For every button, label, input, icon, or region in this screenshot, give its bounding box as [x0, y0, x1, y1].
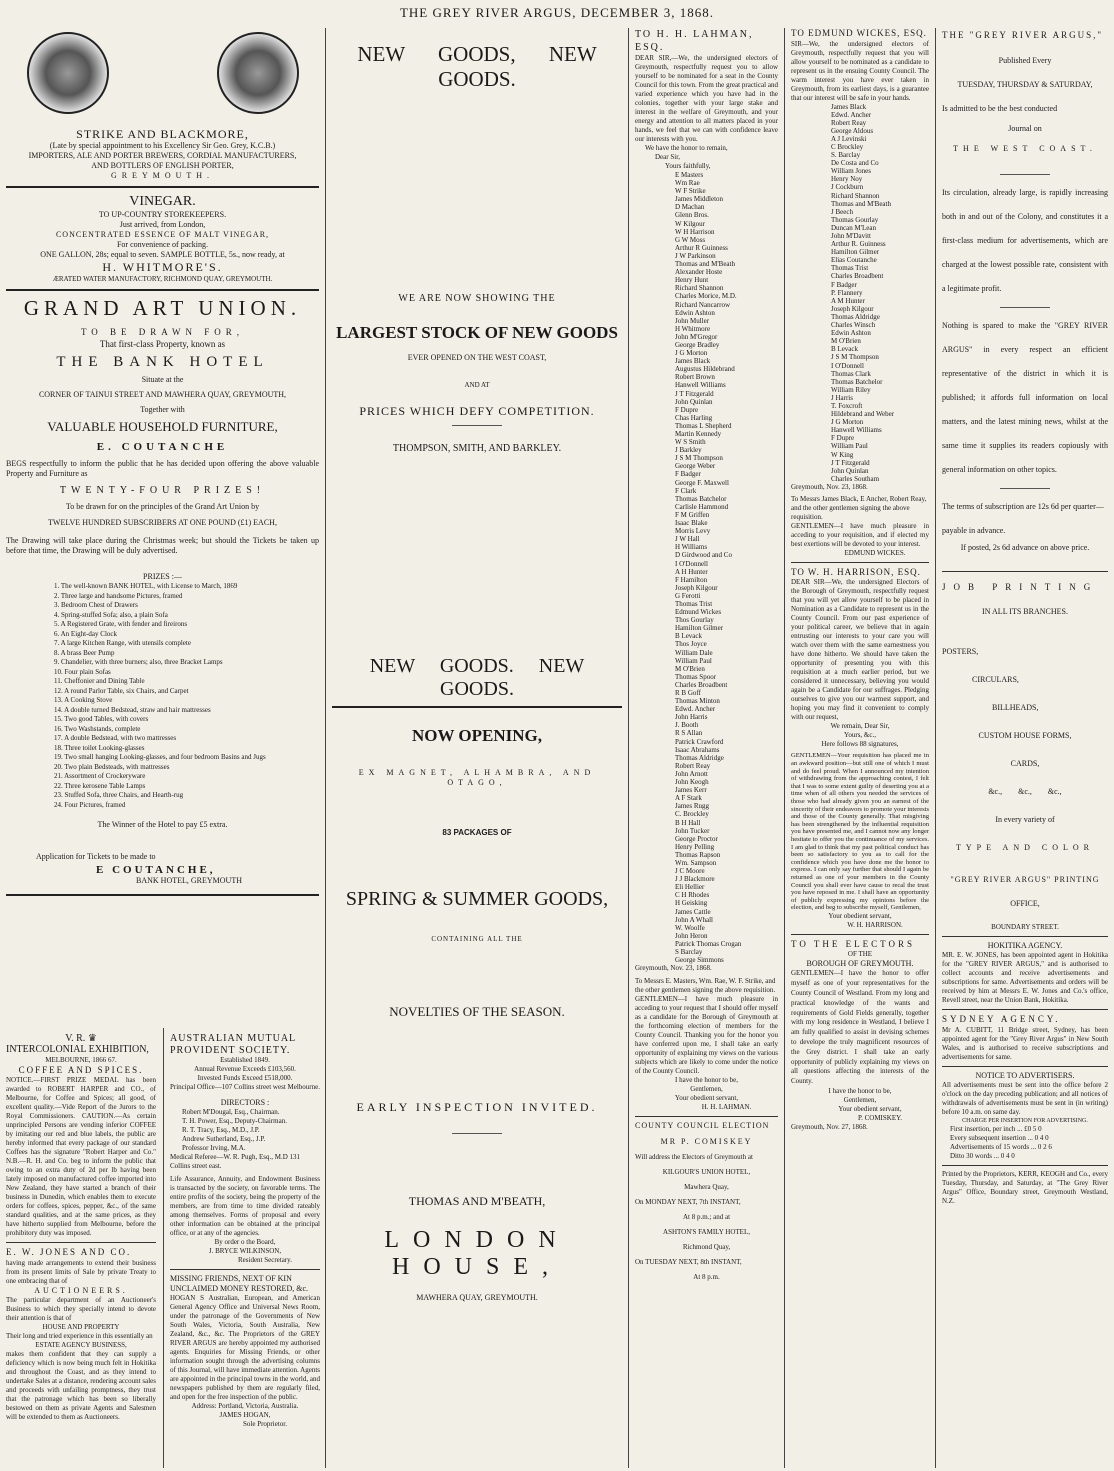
list-item: 8. A brass Beer Pump — [54, 648, 115, 657]
signatory-name: H Williams — [675, 543, 708, 552]
machinery-medal-icon — [217, 32, 299, 114]
signatory-name: D Girdwood and Co — [675, 551, 732, 560]
harrison-heading: TO W. H. HARRISON, ESQ. — [791, 566, 921, 577]
signatory-name: J Harris — [831, 393, 853, 402]
signatory-name: James Cattle — [675, 907, 711, 916]
list-item: 9. Chandelier, with three burners; also, three Bracket Lamps — [54, 658, 223, 666]
signatory-name: John A Whall — [675, 915, 713, 924]
signatory-name: P. Flannery — [831, 288, 863, 297]
royal-arms-icon: ♛ — [87, 1033, 97, 1044]
signatory-name: Hanwell Williams — [831, 426, 882, 435]
signatory-name: Thomas Rapson — [675, 850, 721, 859]
signatory-name: T. Foxcroft — [831, 401, 863, 410]
signatory-name: M O'Brien — [675, 664, 705, 673]
list-item: 14. A double turned Bedstead, straw and hair mattresses — [54, 705, 211, 714]
signatory-name: Thomas Gourlay — [831, 215, 879, 224]
signatory-name: Charles Winsch — [831, 321, 876, 330]
list-item: 11. Cheffonier and Dining Table — [54, 677, 145, 685]
electors-heading: TO THE ELECTORS — [791, 938, 916, 949]
signatory-name: W H Harrison — [675, 227, 715, 236]
signatory-name: G Ferotti — [675, 591, 701, 600]
signatory-name: John Tucker — [675, 826, 710, 835]
imprint: Printed by the Proprietors, KERR, KEOGH and Co., every Tuesday, Thursday, and Saturday, at "The Grey River Argus" Office, Boundary street, Greymouth Westland, N.Z. — [942, 1169, 1108, 1205]
signatory-name: I O'Donnell — [831, 361, 864, 370]
signatory-name: Isaac Abrahams — [675, 745, 720, 754]
signatory-name: A J Levinski — [831, 134, 867, 143]
signatory-name: Henry Hunt — [675, 276, 709, 285]
thomas-mbeath: THOMAS AND M'BEATH, — [408, 1194, 546, 1208]
firm-details: (Late by special appointment to his Excellency Sir Geo. Grey, K.C.B.) IMPORTERS, ALE AND PORTER BREWERS, CORDIAL MANUFACTURERS, AND BOTTLERS OF ENGLISH PORTER, GREYMOUTH. — [28, 141, 297, 180]
signatory-name: Thomas L Shepherd — [675, 421, 732, 430]
prize-list — [6, 582, 319, 810]
signatory-name: W Kilgour — [675, 219, 706, 228]
list-item: 12. A round Parlor Table, six Chairs, and Carpet — [54, 686, 189, 695]
list-item: 24. Four Pictures, framed — [54, 800, 126, 809]
vinegar-details: TO UP-COUNTRY STOREKEEPERS. Just arrived, from London, CONCENTRATED ESSENCE OF MALT VINEGAR, For convenience of packing. ONE GALLON, 28s; equal to seven. SAMPLE BOTTLE, 5s., now ready, at — [40, 210, 285, 259]
signatory-name: J T Fitzgerald — [831, 458, 870, 467]
hotel-location: Situate at the CORNER OF TAINUI STREET AND MAWHERA QUAY, GREYMOUTH, Together with — [38, 375, 287, 414]
signatory-name: F Dupre — [831, 434, 855, 443]
list-item: 6. An Eight-day Clock — [54, 629, 117, 638]
signatory-name: R B Goff — [675, 689, 701, 697]
signatory-name: John Keogh — [675, 778, 709, 787]
signatory-name: Richard Nancarrow — [675, 300, 731, 309]
signatory-name: A F Stark — [675, 794, 702, 803]
signatory-name: Charles Broadbent — [831, 272, 884, 281]
signatory-name: J. Booth — [675, 721, 699, 730]
signatory-name: William Dale — [675, 648, 713, 657]
signatory-name: Eli Hellier — [675, 883, 705, 892]
signatory-name: W King — [831, 450, 854, 459]
wickes-heading: TO EDMUND WICKES, ESQ. — [791, 28, 927, 38]
signatory-name: Thomas and M'Beath — [675, 260, 735, 269]
tsb-firm: THOMPSON, SMITH, AND BARKLEY. — [392, 443, 562, 454]
signatory-name: H Geisking — [675, 899, 708, 908]
vinegar-title: VINEGAR. — [129, 194, 196, 209]
column-3-lahman: TO H. H. LAHMAN, ESQ. DEAR SIR,—We, the undersigned electors of Greymouth, respectfully request you to allow yourself to be nominated for a seat in the County Council for this town. From the great practical and varied experience which you have had in the colonies, together with your large stake and interest in the welfare of Greymouth, and your energy and attention to all matters placed in your hands, we feel that we can with confidence leave our interests with you. We have the honor to remain, Dear Sir, Yours faithfully, E Masters Wm Rae W F Strike James Middleton D Machan Glenn Bros. W Kilgour W H Harrison G W Moss Arthur R Guinness J W Parkinson Thomas and M'Beath Alexander Hoste Henry Hunt Richard Shannon Charles Morice, M.D. Richard Nancarrow Edwin Ashton John Muller H Whitmore John M'Gregor George Bradley J G Morton James Black Augustus Hildebrand Robert Brown Hanwell Williams J T Fitzgerald John Quinlan F Dupre Chas Harling Thomas L Shepherd Martin Kennedy W S Smith J Barkley J S M Thompson George Weber F Badger George F. Maxwell F Clark Thomas Batchelor Carlisle Hammond F M Griffen Isaac Blake Morris Levy J W Hall H Williams D Girdwood and Co I O'Donnell A H Hunter F Hamilton Joseph Kilgour G Ferotti Thomas Trist Edmund Wickes Thos Gourlay Hamilton Gilmer B Levack Thos Joyce William Dale William Paul M O'Brien Thomas Spoor Charles Broadbent R B Goff Thomas Minton Edwd. Ancher John Harris J. Booth R S Allan Patrick Crawford Isaac Abrahams Thomas Aldridge Robert Reay John Arnott John Keogh James Kerr A F Stark James Rugg C. Brockley B H Hall John Tucker George Proctor Henry Pelling Thomas Rapson Wm. Sampson J C Moore J J Blackmore Eli Hellier C H Rhodes H Geisking James Cattle John A Whall W. Woolfe John Heron Patrick Thomas Crogan S Barclay George Simmons Greymouth, Nov. 23, 1868. To Messrs E. Masters, Wm. Rae, W. F. Strike, and the other gentlemen signing the above requisition. GENTLEMEN—I have much pleasure in acceding to your request that I should offer myself as a candidate for the Borough of Greymouth at the forthcoming election of members for the County Council. Thanking you for the honor you have conferred upon me, I shall take an early opportunity of explaining my views on the various subjects which are likely to come under the notice of the County Council. I have the honor to be, Gentlemen, Your obedient servant, H. H. LAHMAN. COUNTY COUNCIL ELECTION MR P. COMISKEY Will address the Electors of Greymouth at KILGOUR'S UNION HOTEL, Mawhera Quay, On MONDAY NEXT, 7th INSTANT, At 8 p.m.; and at ASHTON'S FAMILY HOTEL, Richmond Quay, On TUESDAY NEXT, 8th INSTANT, At 8 p.m. — [635, 29, 778, 1282]
signatory-name: J G Morton — [831, 418, 864, 427]
signatory-name: J T Fitzgerald — [675, 389, 714, 398]
signatory-name: W. Woolfe — [675, 923, 705, 932]
signatory-name: Patrick Thomas Crogan — [675, 939, 742, 948]
signatory-name: J S M Thompson — [831, 353, 879, 362]
signatory-name: Henry Pelling — [675, 842, 715, 851]
signatory-name: C Brockley — [831, 142, 864, 151]
column-5-argus: THE "GREY RIVER ARGUS," Published Every TUESDAY, THURSDAY & SATURDAY, Is admitted to be the best conducted Journal on THE WEST COAST. Its circulation, already large, is rapidly increasing both in and out of the Colony, and constitutes it a first-class medium for advertisements, which are charged at the lowest possible rate, consistent with a legitimate profit. Nothing is spared to make the "GREY RIVER ARGUS" in every respect an efficient representative of the district in which it is published; it affords full information on local matters, and the latest mining news, whilst at the same time it supplies its readers copiously with general information on other topics. The terms of subscription are 12s 6d per quarter—payable in advance. If posted, 2s 6d advance on above price. JOB PRINTING IN ALL ITS BRANCHES. POSTERS, CIRCULARS, BILLHEADS, CUSTOM HOUSE FORMS, CARDS, &c., &c., &c., In every variety of TYPE AND COLOR "GREY RIVER ARGUS" PRINTING OFFICE, BOUNDARY STREET. HOKITIKA AGENCY. MR. E. W. JONES, has been appointed agent in Hokitika for the "GREY RIVER ARGUS," and is authorised to collect accounts and receive advertisements and subscriptions for same. Advertisements and orders will be received by him at Messrs E. W. Jones and Co.'s office, Revell street, near the Union Bank, Hokitika. SYDNEY AGENCY. Mr A. CUBITT, 11 Bridge street, Sydney, has been appointed agent for the "Grey River Argus" in New South Wales, and is authorised to receive subscriptions and advertisements for same. NOTICE TO ADVERTISERS. All advertisements must be sent into the office before 2 o'clock on the day preceding publication; and all notices of withdrawals of advertisements must be sent in (in writing) before 10 a.m. on same day. CHARGE PER INSERTION FOR ADVERTISING. First insertion, per inch ... £0 5 0 Every subsequent insertion ... 0 4 0 Advertisements of 15 words ... 0 2 6 Ditto 30 words ... 0 4 0 Printed by the Proprietors, KERR, KEOGH and Co., every Tuesday, Thursday, and Saturday, at "The Grey River Argus" Office, Boundary street, Greymouth Westland, N.Z. — [942, 30, 1108, 1205]
signatory-name: George F. Maxwell — [675, 478, 729, 487]
signatory-name: A M Hunter — [831, 296, 865, 305]
apply-text: Application for Tickets to be made to — [36, 852, 156, 861]
signatory-name: James Black — [831, 102, 867, 111]
signatory-name: John Quinlan — [831, 466, 869, 475]
signatory-name: Thos Joyce — [675, 640, 707, 649]
drawn-text: To be drawn for on the principles of the Grand Art Union by — [65, 502, 260, 511]
subscribers-text: TWELVE HUNDRED SUBSCRIBERS AT ONE POUND (£1) EACH, — [48, 518, 277, 527]
column-2-drapery: NEW GOODS, NEW GOODS. WE ARE NOW SHOWING THE LARGEST STOCK OF NEW GOODS EVER OPENED ON THE WEST COAST, AND AT PRICES WHICH DEFY COMPETITION. THOMPSON, SMITH, AND BARKLEY. NEW GOODS. NEW GOODS. NOW OPENING, EX MAGNET, ALHAMBRA, AND OTAGO, 83 PACKAGES OF SPRING & SUMMER GOODS, CONTAINING ALL THE NOVELTIES OF THE SEASON. EARLY INSPECTION INVITED. THOMAS AND M'BEATH, LONDON HOUSE, MAWHERA QUAY, GREYMOUTH. — [326, 28, 628, 1468]
signatory-name: S. Barclay — [831, 151, 861, 160]
signatory-name: William Paul — [831, 442, 868, 451]
signatory-name: Thomas Spoor — [675, 672, 717, 681]
signatory-name: Joseph Kilgour — [831, 304, 874, 313]
signatory-name: Thomas Batchelor — [675, 494, 727, 503]
prizes-heading: PRIZES :— — [143, 572, 182, 581]
argus-heading: THE "GREY RIVER ARGUS," — [942, 30, 1104, 40]
signatory-name: J J Blackmore — [675, 875, 715, 884]
signatory-name: B Levack — [675, 632, 703, 641]
signatory-name: Thomas and M'Beath — [831, 199, 891, 208]
list-item: 17. A double Bedstead, with two mattresses — [54, 734, 177, 742]
signatory-name: George Bradley — [675, 340, 720, 349]
signatory-name: Hamilton Gilmer — [831, 248, 880, 257]
signatory-name: Thomas Batchelor — [831, 377, 883, 386]
signatory-name: F Badger — [675, 470, 701, 479]
bank-hotel-address: BANK HOTEL, GREYMOUTH — [136, 876, 242, 885]
signatory-name: F Hamilton — [675, 575, 708, 584]
prizes-title: TWENTY-FOUR PRIZES! — [59, 485, 266, 496]
signatory-name: Patrick Crawford — [675, 737, 724, 746]
list-item: 4. Spring-stuffed Sofa; also, a plain Sofa — [54, 610, 168, 619]
signatory-name: Henry Noy — [831, 175, 863, 184]
signatory-name: C. Brockley — [675, 810, 709, 819]
signatory-name: John M'Davitt — [831, 232, 871, 240]
art-union-intro: TO BE DRAWN FOR, That first-class Property, known as — [80, 327, 245, 349]
signatory-name: Hildebrand and Weber — [831, 410, 895, 419]
signatory-name: Elias Coutanche — [831, 256, 877, 265]
signatory-name: J Beech — [831, 207, 853, 216]
signatory-name: Duncan M'Lean — [831, 223, 876, 232]
signatory-name: R S Allan — [675, 729, 703, 738]
job-printing-heading: JOB PRINTING — [942, 581, 1099, 592]
signatory-name: Joseph Kilgour — [675, 583, 718, 592]
column-4-wickes: TO EDMUND WICKES, ESQ. SIR—We, the undersigned electors of Greymouth, respectfully request that you will allow yourself to be nominated as a candidate to represent us in the ensuing County Council. The warm interest you have ever taken in Greymouth, from its earliest days, is a guarantee that our interest will be safe in your hands. James Black Edwd. Ancher Robert Reay George Aldous A J Levinski C Brockley S. Barclay De Costa and Co William Jones Henry Noy J Cockburn Richard Shannon Thomas and M'Beath J Beech Thomas Gourlay Duncan M'Lean John M'Davitt Arthur R. Guinness Hamilton Gilmer Elias Coutanche Thomas Trist Charles Broadbent F Badger P. Flannery A M Hunter Joseph Kilgour Thomas Aldridge Charles Winsch Edwin Ashton M O'Brien B Levack J S M Thompson I O'Donnell Thomas Clark Thomas Batchelor William Riley J Harris T. Foxcroft Hildebrand and Weber J G Morton Hanwell Williams F Dupre William Paul W King J T Fitzgerald John Quinlan Charles Southam Greymouth, Nov. 23, 1868. To Messrs James Black, E Ancher, Robert Reay, and the other gentlemen signing the above requisition. GENTLEMEN—I have much pleasure in acceding to your requisition, and if elected my best exertions will be devoted to your interest. EDMUND WICKES. TO W. H. HARRISON, ESQ. DEAR SIR—We, the undersigned Electors of the Borough of Greymouth, respectfully request that you will yet allow yourself to be placed in Nomination as a Candidate to represent us in the County Council. From our past experience of your political career, we believe that in again entrusting our interests to your care you will watch over them with the same earnestness you have done hitherto. We should have taken the opportunity of presenting you with this requisition at a much earlier period, but we considered it unnecessary, believing you would again be a Candidate for our suffrages. Pledging ourselves to give you our warmest support, and hoping you may find it convenient to comply with our request, We remain, Dear Sir, Yours, &c., Here follows 88 signatures, GENTLEMEN—Your requisition has placed me in an awkward position—but still one of which I must and do feel proud. When I announced my intention of withdrawing from the approaching contest, I felt that I was to some extent guilty of deserting you at a time when of all others you needed the services of those who had already given you an earnest of the sincerity of their endeavors to promote your interests and those of the County generally. That misgiving has been strengthened by the influential requisition you have presented me, and I cannot now any longer hesitate to offer you the continuance of my services. I am glad to think that my past political conduct has been so satisfactory to you as to call for the confidence which you have done me the honor to express. I can only say further that should I again be returned as one of your members in the County Council you shall ever have cause to recal the trust you have reposed in me. I shall have an opportunity of publicly expressing my opinions before the election, and beg to subscribe myself, Gentlemen, Your obedient servant, W. H. HARRISON. TO THE ELECTORS OF THE BOROUGH OF GREYMOUTH. GENTLEMEN—I have the honor to offer myself as one of your representatives for the County Council of Westland. From my long and practical knowledge of the wants and requirements of Gold Fields generally, together with my long residence in Westland, I believe I am fully qualified to assist in devising schemes to develope the truly magnificent resources of the Grey district. I shall take an early opportunity of publicly explaining my views on all questions affecting the interests of the County. I have the honor to be, Gentlemen, Your obedient servant, P. COMISKEY. Greymouth, Nov. 27, 1868. — [791, 28, 929, 1131]
signatory-name: Arthur R. Guinness — [831, 240, 886, 249]
signatory-name: Hanwell Williams — [675, 381, 726, 390]
signatory-name: A H Hunter — [675, 567, 708, 576]
signatory-name: G W Moss — [675, 235, 706, 244]
signatory-name: Robert Brown — [675, 373, 715, 382]
signatory-name: Martin Kennedy — [675, 430, 722, 438]
signatory-name: Thomas Minton — [675, 697, 720, 706]
signatory-name: J C Moore — [675, 867, 705, 876]
signatory-name: Edwin Ashton — [831, 329, 871, 338]
signatory-name: James Rugg — [675, 802, 710, 811]
list-item: 7. A large Kitchen Range, with utensils complete — [54, 639, 191, 647]
list-item: 13. A Cooking Stove — [54, 696, 113, 704]
coutanche-signature: E COUTANCHE, — [96, 864, 216, 876]
signatory-name: Alexander Hoste — [675, 268, 723, 277]
lahman-heading: TO H. H. LAHMAN, ESQ. — [635, 29, 754, 53]
signatory-name: James Middleton — [675, 195, 724, 204]
signatory-name: C H Rhodes — [675, 891, 710, 900]
signatory-name: Hamilton Gilmer — [675, 624, 724, 633]
signatory-name: Thos Gourlay — [675, 616, 714, 625]
signatory-name: H Whitmore — [675, 324, 711, 333]
new-goods-heading: NEW GOODS, NEW GOODS. — [357, 42, 597, 91]
medal-emblems — [6, 28, 319, 128]
sydney-agency: SYDNEY AGENCY. — [942, 1014, 1061, 1024]
signatory-name: J W Parkinson — [675, 251, 716, 260]
list-item: 21. Assortment of Crockeryware — [54, 772, 146, 780]
largest-stock: LARGEST STOCK OF NEW GOODS — [336, 323, 618, 342]
list-item: 3. Bedroom Chest of Drawers — [54, 601, 138, 609]
signatory-name: J Cockburn — [831, 183, 864, 192]
signatory-name: S Barclay — [675, 948, 703, 956]
signatory-name: Robert Reay — [831, 118, 867, 127]
signatory-list — [635, 171, 778, 964]
london-house: LONDON HOUSE, — [384, 1227, 570, 1280]
signatory-name: Thomas Trist — [831, 264, 869, 273]
firm-name: STRIKE AND BLACKMORE, — [76, 127, 249, 141]
signatory-name: William Jones — [831, 167, 871, 176]
signatory-name: I O'Donnell — [675, 559, 708, 568]
list-item: 15. Two good Tables, with covers — [54, 715, 149, 723]
signatory-name: Edwd. Ancher — [831, 110, 872, 119]
signatory-name: Richard Shannon — [675, 284, 724, 293]
signatory-name: James Black — [675, 357, 711, 366]
signatory-name: John Arnott — [675, 769, 708, 778]
grand-art-union-title: GRAND ART UNION. — [23, 296, 302, 320]
signatory-name: Augustus Hildebrand — [675, 365, 735, 374]
beg-text: BEGS respectfully to inform the public that he has decided upon offering the above valuable Property and Furniture as — [6, 459, 319, 478]
prize-medal-icon — [27, 32, 109, 114]
signatory-name: B Levack — [831, 345, 859, 354]
signatory-name: W S Smith — [675, 438, 706, 447]
signatory-name: Thomas Aldridge — [831, 312, 880, 321]
list-item: 22. Three kerosene Table Lamps — [54, 781, 146, 790]
signatory-name: John Harris — [675, 713, 708, 722]
signatory-name: J S M Thompson — [675, 454, 723, 463]
list-item: 2. Three large and handsome Pictures, framed — [54, 591, 183, 600]
furniture-title: VALUABLE HOUSEHOLD FURNITURE, — [47, 419, 278, 434]
signatory-name: William Paul — [675, 656, 712, 665]
signatory-name: Glenn Bros. — [675, 211, 709, 220]
list-item: 19. Two small hanging Looking-glasses, and four bedroom Basins and Jugs — [54, 753, 266, 761]
signatory-name: George Proctor — [675, 834, 718, 843]
rate-table: First insertion, per inch ... £0 5 0 Every subsequent insertion ... 0 4 0 Advertisements of 15 words ... 0 2 6 Ditto 30 words ... 0 4 0 — [950, 1124, 1052, 1160]
list-item: 5. A Registered Grate, with fender and fireirons — [54, 620, 188, 628]
signatory-name: Charles Broadbent — [675, 680, 728, 689]
signatory-name: Charles Southam — [831, 474, 880, 483]
bank-hotel-title: THE BANK HOTEL — [56, 354, 269, 370]
signatory-name: William Riley — [831, 385, 871, 394]
new-goods-heading-2: NEW GOODS. NEW GOODS. — [369, 655, 585, 700]
signatory-name: F Badger — [831, 280, 857, 289]
showing-text: WE ARE NOW SHOWING THE — [398, 293, 556, 304]
whitmore-name: H. WHITMORE'S. — [102, 260, 223, 274]
county-council-election: COUNTY COUNCIL ELECTION — [635, 1121, 770, 1131]
signatory-name: Arthur R Guinness — [675, 243, 728, 252]
list-item: 18. Three toilet Looking-glasses — [54, 743, 145, 752]
list-item: 10. Four plain Sofas — [54, 667, 111, 676]
signatory-name: John Quinlan — [675, 397, 713, 406]
signatory-name: George Weber — [675, 462, 716, 471]
signatory-name: F Clark — [675, 486, 697, 495]
signatory-name: M O'Brien — [831, 337, 861, 346]
signatory-name: Robert Reay — [675, 761, 711, 770]
signatory-name: F M Griffen — [675, 510, 710, 519]
signatory-name: John M'Gregor — [675, 332, 718, 341]
signatory-name: George Simmons — [675, 956, 724, 965]
list-item: 1. The well-known BANK HOTEL, with License to March, 1869 — [54, 582, 238, 590]
signatory-name: Thomas Aldridge — [675, 753, 724, 762]
signatory-name: Morris Levy — [675, 527, 711, 536]
signatory-name: Carlisle Hammond — [675, 502, 729, 511]
signatory-name: De Costa and Co — [831, 159, 879, 168]
signatory-name: John Muller — [675, 316, 710, 325]
signatory-name: F Dupre — [675, 405, 699, 414]
signatory-name: Wm. Sampson — [675, 858, 717, 867]
column-1 — [0, 28, 325, 1468]
drawing-note: The Drawing will take place during the Christmas week; but should the Tickets be taken up before that time, the Drawing will be duly advertised. — [6, 536, 319, 555]
signatory-name: E Masters — [675, 171, 704, 179]
amp-advert: AUSTRALIAN MUTUAL PROVIDENT SOCIETY. Established 1849. Annual Revenue Exceeds £103,560. Invested Funds Exceed £518,000. Principal Office—107 Collins street west Melbourne. DIRECTORS : Robert M'Dougal, Esq., Chairman. T. H. Power, Esq., Deputy-Chairman. R. T. Tracy, Esq., M.D., J.P. Andrew Sutherland, Esq., J.P. Professor Irving, M.A. Medical Referee—W. R. Pugh, Esq., M.D 131 Collins street east. Life Assurance, Annuity, and Endowment Business is transacted by the society, on favorable terms. The entire profits of the society, being the property of the members, are from time to time divided rateably among themselves. Forms of proposal and every other information can be obtained at the principal office, or at any of the agencies. By order o the Board, J. BRYCE WILKINSON, Resident Secretary. MISSING FRIENDS, NEXT OF KIN UNCLAIMED MONEY RESTORED, &c. HOGAN S Australian, European, and American General Agency Office and Universal News Room, under the patronage of the Governments of New South Wales, Victoria, South Australia, New Zealand, &c., &c. The Proprietors of the GREY RIVER ARGUS are hereby appointed my authorised agents. Enquiries for Missing Friends, or other information sought through the advertising columns of this Journal, will have immediate attention. Agents are appointed in the principal towns in the world, and newspapers published by them are regularly filed, and open for the free inspection of the public. Address: Portland, Victoria, Australia. JAMES HOGAN, Sole Proprietor. — [170, 1033, 320, 1428]
spring-summer: SPRING & SUMMER GOODS, — [345, 888, 609, 910]
signatory-name: W F Strike — [675, 187, 706, 196]
signatory-name: Charles Morice, M.D. — [675, 292, 737, 301]
signatory-name: John Heron — [675, 931, 708, 940]
winner-note: The Winner of the Hotel to pay £5 extra. — [97, 820, 228, 829]
list-item: 23. Stuffed Sofa, three Chairs, and Hearth-rug — [54, 791, 184, 799]
signatory-name: J Barkley — [675, 446, 702, 455]
coutanche-heading: E. COUTANCHE — [96, 441, 229, 453]
signatory-name: Thomas Clark — [831, 369, 871, 378]
signatory-name: Isaac Blake — [675, 519, 708, 528]
signatory-name: Edmund Wickes — [675, 608, 722, 617]
signatory-name: J G Morton — [675, 349, 708, 358]
signatory-name: Chas Harling — [675, 413, 713, 422]
signatory-name: Richard Shannon — [831, 191, 880, 200]
masthead: THE GREY RIVER ARGUS, DECEMBER 3, 1868. — [399, 5, 715, 20]
signatory-list — [791, 103, 929, 483]
signatory-name: J W Hall — [675, 535, 700, 544]
coffee-advert: V. R. ♛ INTERCOLONIAL EXHIBITION, MELBOURNE, 1866 67. COFFEE AND SPICES. NOTICE.—FIRST PRIZE MEDAL has been awarded to ROBERT HARPER and CO., of Melbourne, for Coffee and Spices; all good, of excellent quality.—Vide Report of the Jurors to the Royal Commissioners. CAUTION.—As certain unprincipled Persons are vending inferior COFFEE by imitating our red and blue labels, the public are hereby informed that every package of our standard Coffees has the signature "Robert Harper and Co." N.B.—R. H. and Co. beg to inform the public that owing to an extra duty of 2d per lb having been lately imposed on manufactured coffee imported into New Zealand, they have started a branch of their business in Dunedin, which enables them to execute orders for coffees, spices, pepper, &c., of the same standard qualities, and at the same prices, as they have hitherto supplied from Melbourne, before the prohibitory duty was imposed. E. W. JONES AND CO. having made arrangements to extend their business from its present limits of Sale by private Treaty to one embracing that of AUCTIONEERS. The particular department of an Auctioneer's Business to which they specially intend to devote their attention is that of HOUSE AND PROPERTY Their long and tried experience in this essentially an ESTATE AGENCY BUSINESS, makes them confident that they can supply a deficiency which is now being much felt in Hokitika and throughout the Coast, and as they intend to undertake Sales at a distance, rendering account sales and proceeds with unfailing promptness, they trust that the patronage which has been so liberally bestowed on them as private Agents and Salesmen will be extended to them as Auctioneers. — [6, 1033, 156, 1421]
signatory-name: Edwin Ashton — [675, 308, 715, 317]
signatory-name: Wm Rae — [675, 179, 700, 188]
signatory-name: Thomas Trist — [675, 599, 713, 608]
signatory-name: James Kerr — [675, 786, 707, 795]
signatory-name: D Machan — [675, 203, 705, 212]
signatory-name: B H Hall — [675, 818, 701, 827]
signatory-name: George Aldous — [831, 126, 874, 135]
whitmore-address: ÆRATED WATER MANUFACTORY, RICHMOND QUAY, GREYMOUTH. — [52, 275, 273, 283]
list-item: 20. Two plain Bedsteads, with mattresses — [54, 762, 170, 771]
list-item: 16. Two Washstands, complete — [54, 724, 141, 733]
signatory-name: Edwd. Ancher — [675, 705, 716, 714]
